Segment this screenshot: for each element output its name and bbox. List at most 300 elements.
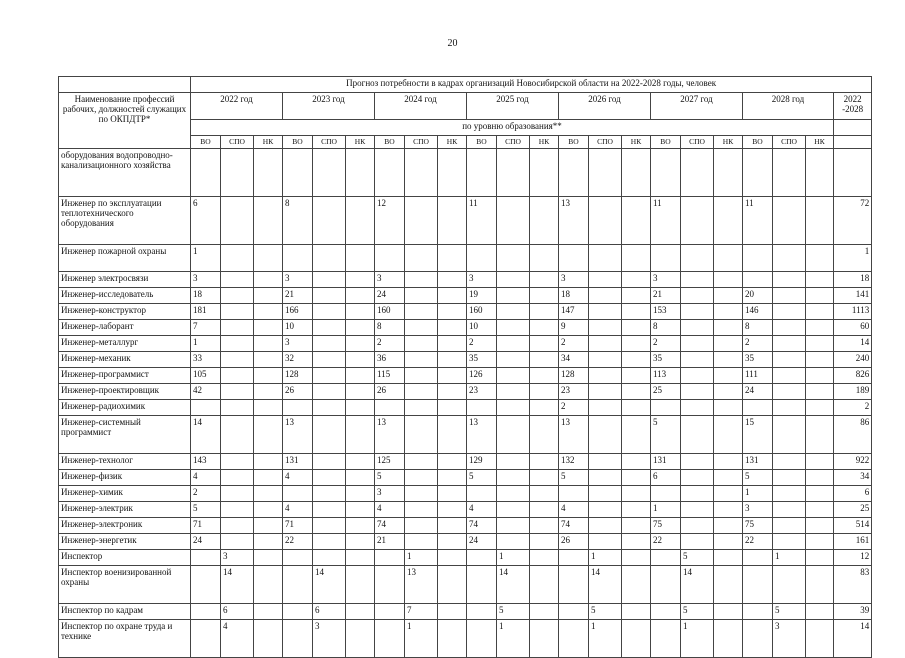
value-cell: [589, 149, 622, 197]
value-cell: [221, 502, 254, 518]
value-cell: [467, 604, 497, 620]
value-cell: [806, 400, 834, 416]
value-cell: [589, 534, 622, 550]
value-cell: [681, 288, 714, 304]
value-cell: [806, 470, 834, 486]
value-cell: [714, 368, 743, 384]
value-cell: [313, 288, 346, 304]
value-cell: [221, 368, 254, 384]
value-cell: [254, 518, 283, 534]
profession-name: Инженер-исследователь: [59, 288, 191, 304]
value-cell: 71: [191, 518, 221, 534]
value-cell: 14: [221, 566, 254, 604]
value-cell: 1: [191, 336, 221, 352]
profession-name: Инженер-электроник: [59, 518, 191, 534]
value-cell: 4: [221, 620, 254, 658]
value-cell: [651, 566, 681, 604]
value-cell: [221, 454, 254, 470]
value-cell: 4: [191, 470, 221, 486]
value-cell: [651, 486, 681, 502]
table-row: [59, 288, 872, 304]
value-cell: 3: [375, 486, 405, 502]
value-cell: [313, 320, 346, 336]
table-row: [59, 454, 872, 470]
level-header: ВО: [375, 136, 405, 149]
value-cell: 75: [743, 518, 773, 534]
value-cell: [405, 502, 438, 518]
value-cell: [773, 416, 806, 454]
value-cell: [773, 518, 806, 534]
value-cell: [405, 454, 438, 470]
value-cell: [773, 272, 806, 288]
value-cell: [405, 400, 438, 416]
value-cell: 5: [467, 470, 497, 486]
value-cell: [806, 486, 834, 502]
value-cell: 75: [651, 518, 681, 534]
total-cell: 2: [834, 400, 872, 416]
profession-name: Инженер-физик: [59, 470, 191, 486]
value-cell: 153: [651, 304, 681, 320]
value-cell: 147: [559, 304, 589, 320]
level-header: СПО: [589, 136, 622, 149]
table-row: [59, 400, 872, 416]
total-cell: 161: [834, 534, 872, 550]
value-cell: [283, 486, 313, 502]
value-cell: [714, 470, 743, 486]
value-cell: [714, 400, 743, 416]
value-cell: [622, 470, 651, 486]
value-cell: 14: [497, 566, 530, 604]
value-cell: [254, 620, 283, 658]
value-cell: [622, 502, 651, 518]
value-cell: 5: [743, 470, 773, 486]
value-cell: [221, 400, 254, 416]
value-cell: [773, 566, 806, 604]
value-cell: [283, 400, 313, 416]
value-cell: [714, 149, 743, 197]
value-cell: 3: [467, 272, 497, 288]
value-cell: [530, 454, 559, 470]
value-cell: 23: [467, 384, 497, 400]
value-cell: [497, 272, 530, 288]
value-cell: 32: [283, 352, 313, 368]
value-cell: 8: [743, 320, 773, 336]
value-cell: 13: [283, 416, 313, 454]
value-cell: [530, 550, 559, 566]
value-cell: [313, 245, 346, 272]
value-cell: 132: [559, 454, 589, 470]
value-cell: 11: [467, 197, 497, 245]
value-cell: [622, 149, 651, 197]
value-cell: [806, 566, 834, 604]
value-cell: [622, 352, 651, 368]
value-cell: [806, 620, 834, 658]
value-cell: 4: [559, 502, 589, 518]
value-cell: [681, 368, 714, 384]
value-cell: [714, 197, 743, 245]
value-cell: [497, 518, 530, 534]
profession-name: Инженер по эксплуатации теплотехнического оборудования: [59, 197, 191, 245]
total-cell: 1113: [834, 304, 872, 320]
total-cell: 25: [834, 502, 872, 518]
value-cell: [589, 368, 622, 384]
value-cell: [438, 352, 467, 368]
value-cell: 8: [283, 197, 313, 245]
value-cell: [497, 534, 530, 550]
value-cell: 5: [191, 502, 221, 518]
value-cell: [806, 534, 834, 550]
value-cell: [497, 416, 530, 454]
value-cell: [313, 534, 346, 550]
value-cell: [405, 336, 438, 352]
level-header: СПО: [221, 136, 254, 149]
value-cell: [622, 336, 651, 352]
value-cell: [773, 320, 806, 336]
table-row: [59, 534, 872, 550]
value-cell: [254, 272, 283, 288]
value-cell: 12: [375, 197, 405, 245]
value-cell: 131: [283, 454, 313, 470]
value-cell: [651, 620, 681, 658]
value-cell: [254, 416, 283, 454]
value-cell: [681, 149, 714, 197]
value-cell: [497, 486, 530, 502]
forecast-table: [58, 76, 872, 658]
value-cell: [313, 336, 346, 352]
value-cell: [405, 416, 438, 454]
profession-name: Инженер-технолог: [59, 454, 191, 470]
value-cell: [806, 604, 834, 620]
value-cell: [714, 486, 743, 502]
value-cell: [773, 502, 806, 518]
level-header: СПО: [681, 136, 714, 149]
value-cell: [313, 384, 346, 400]
value-cell: 2: [467, 336, 497, 352]
value-cell: [375, 149, 405, 197]
value-cell: 6: [221, 604, 254, 620]
value-cell: [497, 245, 530, 272]
table-row: [59, 368, 872, 384]
value-cell: [589, 416, 622, 454]
value-cell: [559, 604, 589, 620]
value-cell: [313, 550, 346, 566]
value-cell: [467, 400, 497, 416]
table-row: [59, 272, 872, 288]
value-cell: [191, 400, 221, 416]
value-cell: [714, 620, 743, 658]
table-row: [59, 320, 872, 336]
value-cell: 13: [559, 416, 589, 454]
value-cell: [438, 486, 467, 502]
value-cell: 115: [375, 368, 405, 384]
value-cell: [806, 149, 834, 197]
value-cell: [438, 245, 467, 272]
value-cell: 10: [283, 320, 313, 336]
value-cell: 13: [375, 416, 405, 454]
value-cell: [346, 620, 375, 658]
value-cell: [346, 486, 375, 502]
value-cell: 4: [283, 470, 313, 486]
value-cell: [467, 149, 497, 197]
value-cell: 3: [283, 272, 313, 288]
value-cell: [681, 486, 714, 502]
level-header: НК: [346, 136, 375, 149]
value-cell: [283, 566, 313, 604]
table-row: [59, 245, 872, 272]
value-cell: [622, 304, 651, 320]
value-cell: 181: [191, 304, 221, 320]
value-cell: [375, 400, 405, 416]
value-cell: [589, 502, 622, 518]
value-cell: 143: [191, 454, 221, 470]
value-cell: [589, 486, 622, 502]
value-cell: 15: [743, 416, 773, 454]
value-cell: [346, 454, 375, 470]
value-cell: 3: [773, 620, 806, 658]
value-cell: [806, 454, 834, 470]
total-cell: 72: [834, 197, 872, 245]
value-cell: [681, 304, 714, 320]
value-cell: 1: [191, 245, 221, 272]
value-cell: [221, 518, 254, 534]
value-cell: [714, 454, 743, 470]
value-cell: [589, 470, 622, 486]
value-cell: [221, 149, 254, 197]
value-cell: 74: [375, 518, 405, 534]
value-cell: [438, 272, 467, 288]
value-cell: 26: [559, 534, 589, 550]
value-cell: [622, 245, 651, 272]
profession-name: Инженер-радиохимик: [59, 400, 191, 416]
value-cell: [681, 518, 714, 534]
value-cell: [313, 486, 346, 502]
value-cell: 3: [191, 272, 221, 288]
value-cell: 24: [467, 534, 497, 550]
value-cell: 131: [743, 454, 773, 470]
value-cell: [497, 400, 530, 416]
value-cell: [681, 400, 714, 416]
value-cell: 1: [743, 486, 773, 502]
value-cell: [806, 518, 834, 534]
value-cell: [806, 352, 834, 368]
year-header: 2026 год: [559, 93, 651, 120]
value-cell: [773, 470, 806, 486]
value-cell: 22: [743, 534, 773, 550]
value-cell: 21: [283, 288, 313, 304]
value-cell: [681, 454, 714, 470]
value-cell: [313, 304, 346, 320]
value-cell: [773, 400, 806, 416]
profession-name: Инженер-проектировщик: [59, 384, 191, 400]
value-cell: [438, 368, 467, 384]
profession-name: Инженер электросвязи: [59, 272, 191, 288]
value-cell: [313, 352, 346, 368]
profession-name: Инспектор по кадрам: [59, 604, 191, 620]
value-cell: [559, 245, 589, 272]
value-cell: [681, 384, 714, 400]
value-cell: [346, 518, 375, 534]
value-cell: [254, 604, 283, 620]
value-cell: 18: [559, 288, 589, 304]
value-cell: [254, 368, 283, 384]
value-cell: [438, 400, 467, 416]
value-cell: [346, 336, 375, 352]
value-cell: [497, 502, 530, 518]
year-header: 2025 год: [467, 93, 559, 120]
value-cell: 7: [191, 320, 221, 336]
value-cell: [346, 245, 375, 272]
value-cell: 34: [559, 352, 589, 368]
value-cell: 2: [651, 336, 681, 352]
value-cell: [530, 352, 559, 368]
value-cell: [714, 272, 743, 288]
value-cell: [191, 566, 221, 604]
value-cell: 22: [651, 534, 681, 550]
value-cell: [589, 400, 622, 416]
value-cell: 6: [191, 197, 221, 245]
value-cell: [651, 604, 681, 620]
value-cell: 125: [375, 454, 405, 470]
value-cell: [773, 352, 806, 368]
value-cell: [254, 454, 283, 470]
value-cell: [651, 245, 681, 272]
table-row: [59, 470, 872, 486]
value-cell: [438, 518, 467, 534]
value-cell: [346, 416, 375, 454]
value-cell: [530, 534, 559, 550]
value-cell: [743, 272, 773, 288]
value-cell: [681, 272, 714, 288]
value-cell: [254, 400, 283, 416]
value-cell: [346, 288, 375, 304]
value-cell: [313, 272, 346, 288]
year-header: 2024 год: [375, 93, 467, 120]
value-cell: [405, 288, 438, 304]
profession-name: Инженер-программист: [59, 368, 191, 384]
total-cell: 1: [834, 245, 872, 272]
value-cell: [283, 245, 313, 272]
value-cell: [530, 149, 559, 197]
level-header: СПО: [773, 136, 806, 149]
value-cell: [191, 604, 221, 620]
value-cell: [221, 352, 254, 368]
value-cell: 5: [559, 470, 589, 486]
value-cell: [497, 197, 530, 245]
blank-level-cell: [834, 136, 872, 149]
value-cell: [559, 620, 589, 658]
total-cell: 39: [834, 604, 872, 620]
value-cell: 3: [743, 502, 773, 518]
value-cell: 2: [559, 400, 589, 416]
value-cell: 2: [375, 336, 405, 352]
value-cell: [530, 604, 559, 620]
level-header: ВО: [743, 136, 773, 149]
level-header: НК: [254, 136, 283, 149]
value-cell: 1: [497, 550, 530, 566]
profession-name: Инспектор по охране труда и технике: [59, 620, 191, 658]
value-cell: [714, 384, 743, 400]
value-cell: 4: [375, 502, 405, 518]
value-cell: [221, 384, 254, 400]
value-cell: [806, 304, 834, 320]
total-cell: 12: [834, 550, 872, 566]
value-cell: [589, 272, 622, 288]
value-cell: [405, 352, 438, 368]
value-cell: 11: [651, 197, 681, 245]
level-header: ВО: [467, 136, 497, 149]
value-cell: [559, 486, 589, 502]
value-cell: [405, 486, 438, 502]
total-cell: 514: [834, 518, 872, 534]
value-cell: [743, 400, 773, 416]
value-cell: [806, 272, 834, 288]
value-cell: [313, 149, 346, 197]
value-cell: 1: [405, 620, 438, 658]
value-cell: [497, 320, 530, 336]
value-cell: [530, 272, 559, 288]
value-cell: [714, 245, 743, 272]
value-cell: [191, 149, 221, 197]
value-cell: [254, 486, 283, 502]
value-cell: [743, 149, 773, 197]
table-row: [59, 416, 872, 454]
value-cell: [530, 368, 559, 384]
value-cell: [806, 550, 834, 566]
table-row: [59, 502, 872, 518]
value-cell: [773, 368, 806, 384]
value-cell: 36: [375, 352, 405, 368]
level-header: НК: [714, 136, 743, 149]
value-cell: [714, 336, 743, 352]
value-cell: [405, 272, 438, 288]
value-cell: [283, 620, 313, 658]
value-cell: [405, 320, 438, 336]
value-cell: 111: [743, 368, 773, 384]
value-cell: [346, 368, 375, 384]
value-cell: [346, 272, 375, 288]
value-cell: [743, 620, 773, 658]
value-cell: 24: [191, 534, 221, 550]
value-cell: [497, 384, 530, 400]
profession-name: Инженер-лаборант: [59, 320, 191, 336]
value-cell: [773, 245, 806, 272]
value-cell: [622, 368, 651, 384]
value-cell: 126: [467, 368, 497, 384]
value-cell: [313, 400, 346, 416]
value-cell: 35: [651, 352, 681, 368]
value-cell: 9: [559, 320, 589, 336]
value-cell: [773, 197, 806, 245]
value-cell: 128: [559, 368, 589, 384]
value-cell: 14: [313, 566, 346, 604]
total-cell: 18: [834, 272, 872, 288]
value-cell: [681, 197, 714, 245]
value-cell: 2: [191, 486, 221, 502]
value-cell: [438, 149, 467, 197]
value-cell: [221, 336, 254, 352]
value-cell: 3: [283, 336, 313, 352]
value-cell: 26: [375, 384, 405, 400]
value-cell: 160: [467, 304, 497, 320]
level-header: НК: [438, 136, 467, 149]
profession-name: Инженер-энергетик: [59, 534, 191, 550]
value-cell: [530, 336, 559, 352]
value-cell: 11: [743, 197, 773, 245]
profession-name: Инспектор: [59, 550, 191, 566]
profession-name: Инженер пожарной охраны: [59, 245, 191, 272]
value-cell: [530, 384, 559, 400]
value-cell: [530, 245, 559, 272]
